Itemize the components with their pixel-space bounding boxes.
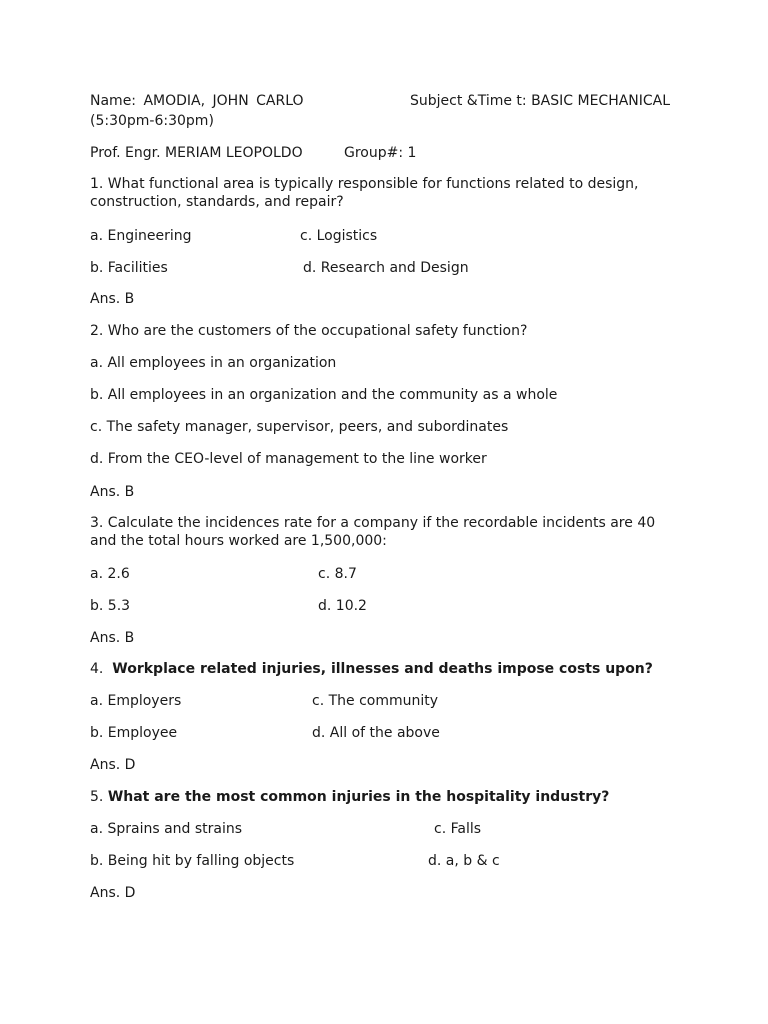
question-4-option-d: d. All of the above: [312, 725, 440, 741]
question-1-option-b: b. Facilities: [90, 260, 168, 276]
question-2-option-c: c. The safety manager, supervisor, peers, and subordinates: [90, 419, 509, 435]
question-5-number: 5.: [90, 789, 104, 805]
question-3-text: 3. Calculate the incidences rate for a company if the recordable incidents are 40 and the total hours worked are 1,500,000:: [90, 515, 656, 549]
question-1-option-a: a. Engineering: [90, 228, 192, 244]
question-1-answer: Ans. B: [90, 291, 135, 307]
question-4-number: 4.: [90, 661, 104, 677]
question-5-answer: Ans. D: [90, 885, 136, 901]
question-5-option-c: c. Falls: [434, 821, 482, 837]
question-5-text: What are the most common injuries in the hospitality industry?: [107, 789, 610, 805]
question-2-option-a: a. All employees in an organization: [90, 355, 337, 371]
class-time: (5:30pm-6:30pm): [90, 113, 214, 129]
question-4-option-b: b. Employee: [90, 725, 178, 741]
question-3-option-b: b. 5.3: [90, 598, 131, 614]
question-2-option-b: b. All employees in an organization and the community as a whole: [90, 387, 558, 403]
question-1-option-d: d. Research and Design: [303, 260, 469, 276]
question-4-option-c: c. The community: [312, 693, 439, 709]
question-1-text: 1. What functional area is typically responsible for functions related to design, construction, standards, and repair?: [90, 176, 639, 210]
question-2-text: 2. Who are the customers of the occupational safety function?: [90, 323, 528, 339]
subject-label: Subject &Time t: BASIC MECHANICAL: [410, 93, 671, 109]
student-name: Name: AMODIA, JOHN CARLO: [90, 93, 304, 109]
question-5-option-d: d. a, b & c: [428, 853, 500, 869]
question-4-option-a: a. Employers: [90, 693, 182, 709]
question-5-option-a: a. Sprains and strains: [90, 821, 243, 837]
question-3-answer: Ans. B: [90, 630, 135, 646]
professor-name: Prof. Engr. MERIAM LEOPOLDO: [90, 145, 303, 161]
question-5-option-b: b. Being hit by falling objects: [90, 853, 295, 869]
question-4: [90, 660, 653, 678]
question-3-option-c: c. 8.7: [318, 566, 357, 582]
question-4-text: Workplace related injuries, illnesses and deaths impose costs upon?: [112, 661, 653, 677]
question-2-answer: Ans. B: [90, 484, 135, 500]
question-5: [90, 788, 609, 806]
question-4-answer: Ans. D: [90, 757, 136, 773]
question-3-option-d: d. 10.2: [318, 598, 367, 614]
question-1-option-c: c. Logistics: [300, 228, 378, 244]
question-3-option-a: a. 2.6: [90, 566, 130, 582]
question-2-option-d: d. From the CEO-level of management to the line worker: [90, 451, 487, 467]
group-number: Group#: 1: [344, 145, 417, 161]
